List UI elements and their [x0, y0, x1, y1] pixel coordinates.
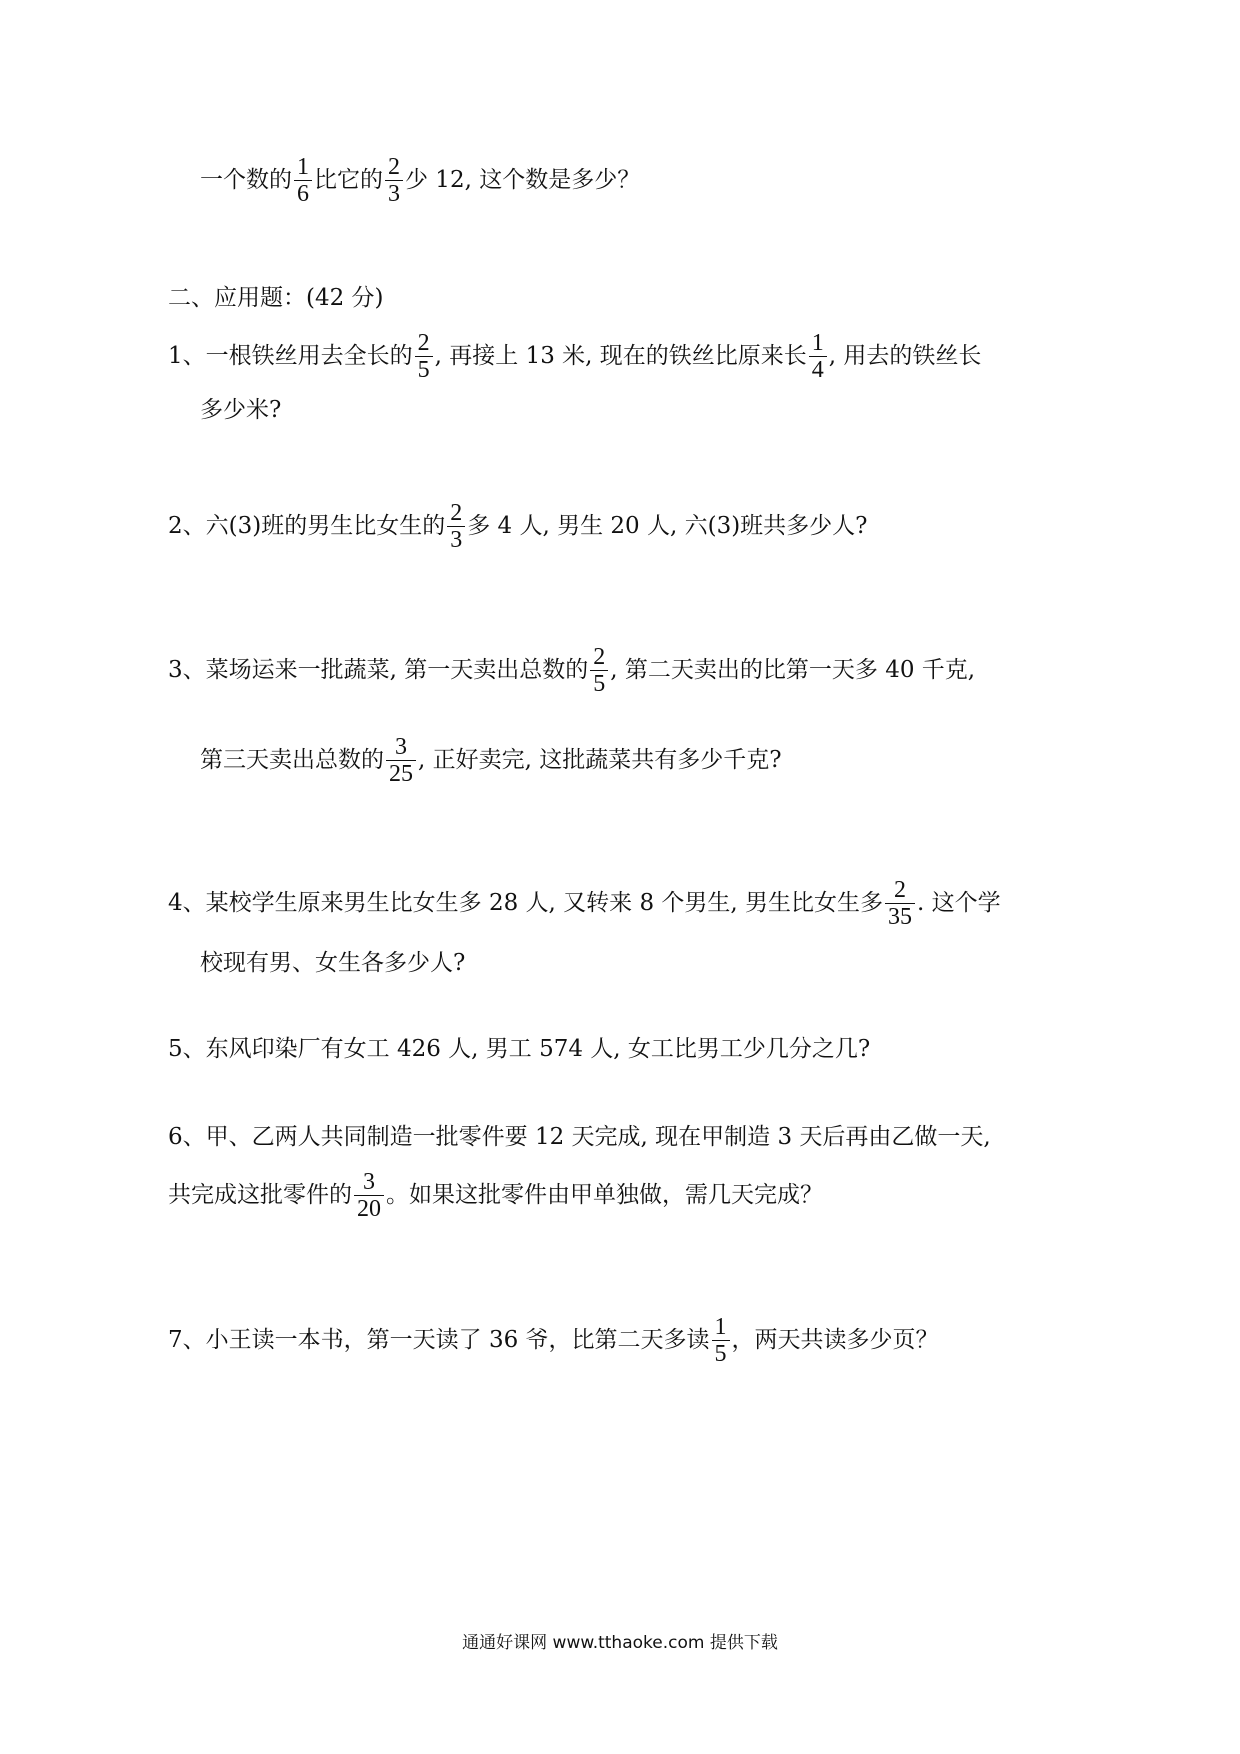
q7-text-2: ，两天共读多少页？ [731, 1327, 939, 1353]
fraction [294, 154, 312, 207]
intro-text-3: 少 12, 这个数是多少？ [405, 167, 641, 193]
question-4 [168, 873, 1001, 933]
q4-text-2: . 这个学 [917, 890, 1001, 916]
fraction-denominator: 25 [389, 760, 413, 787]
section-heading [168, 283, 384, 313]
fraction-numerator: 1 [297, 153, 309, 180]
question-4-line-2 [200, 948, 465, 978]
intro-text-2: 比它的 [314, 167, 383, 193]
q3-line-2-text-1: 第三天卖出总数的 [200, 747, 384, 773]
fraction-numerator: 3 [395, 733, 407, 760]
q3-text-2: , 第二天卖出的比第一天多 40 千克, [610, 657, 976, 683]
page-footer: 通通好课网 www.tthaoke.com 提供下载 [462, 1633, 778, 1653]
question-3 [168, 640, 975, 700]
fraction-denominator: 5 [593, 670, 606, 697]
fraction [809, 330, 827, 383]
q1-line-2-text: 多少米? [200, 397, 282, 423]
question-3-line-2 [200, 730, 782, 790]
q2-text-2: 多 4 人, 男生 20 人, 六(3)班共多少人? [467, 513, 868, 539]
q4-line-2-text: 校现有男、女生各多少人? [200, 950, 466, 976]
fraction [415, 330, 433, 383]
question-1-line-2 [200, 395, 281, 425]
q6-line-1-text: 6、甲、乙两人共同制造一批零件要 12 天完成, 现在甲制造 3 天后再由乙做一天, [168, 1124, 991, 1150]
fraction-denominator: 5 [417, 356, 430, 383]
fraction [447, 500, 465, 553]
q2-text-1: 2、六(3)班的男生比女生的 [168, 513, 446, 539]
q4-text-1: 4、某校学生原来男生比女生多 28 人, 又转来 8 个男生, 男生比女生多 [168, 890, 884, 916]
question-6 [168, 1122, 991, 1152]
fraction [385, 154, 403, 207]
fraction-numerator: 2 [417, 329, 430, 356]
fraction [885, 877, 915, 930]
fraction-denominator: 3 [388, 180, 400, 207]
q1-text-1: 1、一根铁丝用去全长的 [168, 343, 413, 369]
fraction-denominator: 3 [450, 526, 463, 553]
intro-question [200, 150, 640, 210]
question-5 [168, 1034, 870, 1064]
question-1 [168, 326, 981, 386]
fraction-numerator: 1 [714, 1313, 727, 1340]
fraction-numerator: 3 [363, 1168, 375, 1195]
section-heading-text: 二、应用题：(42 分) [168, 285, 384, 311]
q6-line-2-text-1: 共完成这批零件的 [168, 1182, 352, 1208]
fraction [386, 734, 416, 787]
fraction-numerator: 1 [811, 329, 824, 356]
q1-text-3: , 用去的铁丝长 [828, 343, 982, 369]
fraction [590, 644, 608, 697]
fraction-numerator: 2 [450, 499, 463, 526]
fraction-denominator: 6 [297, 180, 309, 207]
fraction-numerator: 2 [593, 643, 606, 670]
fraction-denominator: 35 [888, 903, 913, 930]
fraction [712, 1314, 730, 1367]
fraction-denominator: 4 [811, 356, 824, 383]
q3-line-2-text-2: , 正好卖完, 这批蔬菜共有多少千克? [418, 747, 782, 773]
fraction-numerator: 2 [894, 876, 907, 903]
fraction-numerator: 2 [388, 153, 400, 180]
fraction-denominator: 5 [714, 1340, 727, 1367]
fraction [354, 1169, 384, 1222]
q5-text: 5、东风印染厂有女工 426 人, 男工 574 人, 女工比男工少几分之几? [168, 1036, 871, 1062]
q3-text-1: 3、菜场运来一批蔬菜, 第一天卖出总数的 [168, 657, 589, 683]
question-2 [168, 496, 868, 556]
question-7 [168, 1310, 939, 1370]
question-6-line-2 [168, 1165, 823, 1225]
q1-text-2: , 再接上 13 米, 现在的铁丝比原来长 [434, 343, 807, 369]
q7-text-1: 7、小王读一本书，第一天读了 36 爷，比第二天多读 [168, 1327, 710, 1353]
intro-text-1: 一个数的 [200, 167, 292, 193]
q6-line-2-text-2: 。如果这批零件由甲单独做，需几天完成？ [386, 1182, 823, 1208]
fraction-denominator: 20 [357, 1195, 381, 1222]
